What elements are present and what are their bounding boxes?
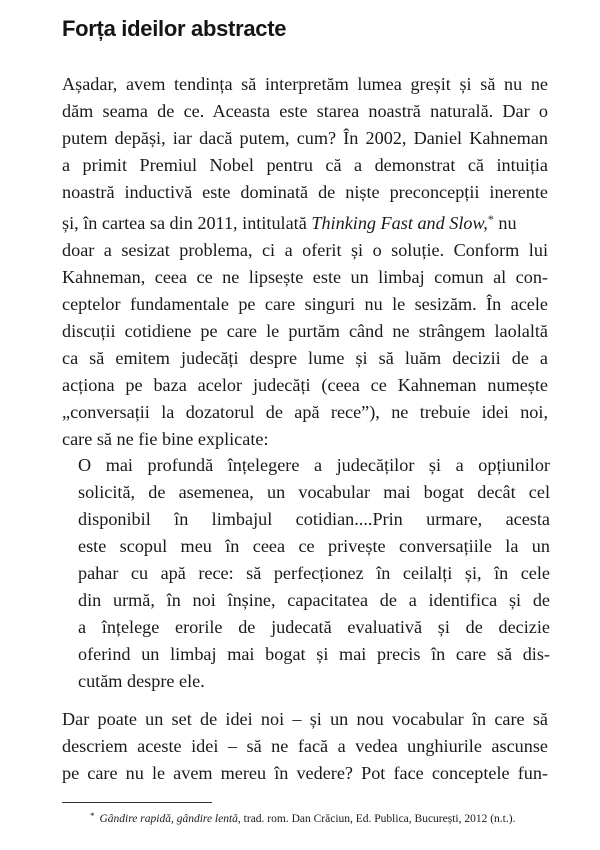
paragraph-line: Dar poate un set de idei noi – și un nou vocabular în care să (62, 709, 548, 729)
paragraph-line: a primit Premiul Nobel pentru că a demonstrat că intuiția (62, 155, 548, 175)
paragraph-line: descriem aceste idei – să ne facă a vedea unghiurile ascunse (62, 736, 548, 756)
quote-line: O mai profundă înțelegere a judecăților și a opțiunilor (78, 455, 550, 475)
footnote (90, 808, 560, 827)
paragraph-line-with-title (62, 206, 548, 237)
block-quote (78, 452, 550, 695)
paragraph-line: discuții cotidiene pe care le purtăm când ne strângem laolaltă (62, 321, 548, 341)
paragraph-line: care să ne fie bine explicate: (62, 429, 269, 449)
quote-line: disponibil în limbajul cotidian....Prin urmare, acesta (78, 509, 550, 529)
line-text: și, în cartea sa din 2011, intitulată (62, 213, 307, 233)
footnote-title: Gândire rapidă, gândire lentă (99, 813, 238, 825)
paragraph-line: doar a sesizat problema, ci a oferit și o soluție. Conform lui (62, 240, 548, 260)
paragraph-line: Kahneman, ceea ce ne lipsește este un limbaj comun al con- (62, 267, 548, 287)
quote-line: pahar cu apă rece: să perfecționez în ceilalți și, în cele (78, 563, 550, 583)
quote-line: a înțelege erorile de judecată evaluativă și de decizie (78, 617, 550, 637)
paragraph-intro (62, 71, 548, 453)
quote-line: cutăm despre ele. (78, 671, 205, 691)
line-tail: nu (493, 213, 517, 233)
footnote-marker: * (487, 212, 494, 226)
book-title: Thinking Fast and Slow, (311, 213, 488, 233)
paragraph-line: noastră inductivă este dominată de niște preconcepții inerente (62, 182, 548, 202)
paragraph-line: Așadar, avem tendința să interpretăm lumea greșit și să nu ne (62, 74, 548, 94)
paragraph-line: acționa pe baza acelor judecăți (ceea ce Kahneman numește (62, 375, 548, 395)
paragraph-question (62, 706, 548, 787)
footnote-marker: * (90, 811, 95, 821)
paragraph-line: pe care nu le avem mereu în vedere? Pot face conceptele fun- (62, 763, 548, 783)
quote-line: oferind un limbaj mai bogat și mai precis în care să dis- (78, 644, 550, 664)
paragraph-line: putem depăși, iar dacă putem, cum? În 2002, Daniel Kahneman (62, 128, 548, 148)
paragraph-line: dăm seama de ce. Aceasta este starea noastră naturală. Dar o (62, 101, 548, 121)
footnote-divider (62, 802, 212, 803)
footnote-text: , trad. rom. Dan Crăciun, Ed. Publica, București, 2012 (n.t.). (237, 813, 516, 825)
quote-line: din urmă, în noi înșine, capacitatea de a identifica și de (78, 590, 550, 610)
quote-line: solicită, de asemenea, un vocabular mai bogat decât cel (78, 482, 550, 502)
quote-line: este scopul meu în ceea ce privește conversațiile la un (78, 536, 550, 556)
paragraph-line: ceptelor fundamentale pe care singuri nu le sesizăm. În acele (62, 294, 548, 314)
section-heading: Forța ideilor abstracte (62, 16, 287, 41)
paragraph-line: ca să emitem judecăți despre lume și să luăm decizii de a (62, 348, 548, 368)
paragraph-line: „conversații la dozatorul de apă rece”), ne trebuie idei noi, (62, 402, 548, 422)
